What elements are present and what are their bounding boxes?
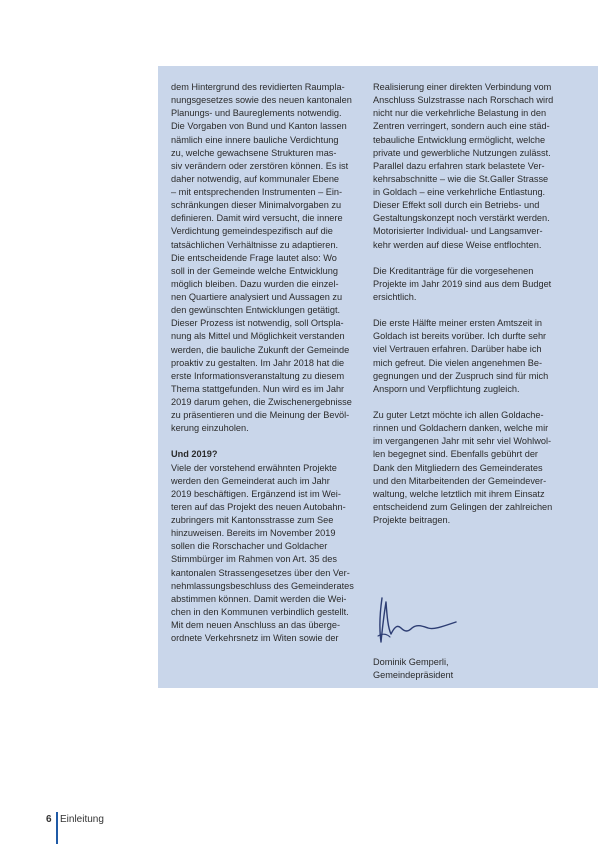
section-heading: Und 2019?: [171, 449, 218, 460]
section-label: Einleitung: [60, 814, 104, 825]
signatory-role: Gemeindepräsident: [373, 670, 454, 681]
signatory-name: Dominik Gemperli,: [373, 657, 449, 667]
paragraph: Zu guter Letzt möchte ich allen Goldache- rinnen und Goldachern danken, welche mir im vergangenen Jahr mit sehr viel Wohlwol- len begegnet sind. Ebenfalls gebührt der Dank den Mitgliedern des Gemeinderates und den Mitarbeitenden der Gemeindever- waltung, welche letztlich mit ihrem Einsatz entscheidend zum Gelingen der zahlreichen Projekte beitragen.: [373, 410, 553, 526]
paragraph: Realisierung einer direkten Verbindung vom Anschluss Sulzstrasse nach Rorschach wird nicht nur die verkehrliche Belastung in den Zentren verringert, sondern auch eine städ- tebauliche Entwicklung ermöglicht, welche private und gewerbliche Nutzungen zulässt. Parallel dazu erfahren stark belastete Ver- kehrsabschnitte – wie die St.Galler Strasse in Goldach – eine verkehrliche Entlastung. Dieser Effekt soll durch ein Betriebs- und Gestaltungskonzept noch verstärkt werden. Motorisierter Individual- und Langsamver- kehr werden auf diese Weise entflochten.: [373, 82, 554, 250]
paragraph: dem Hintergrund des revidierten Raumpla- nungsgesetzes sowie des neuen kantonalen Planungs- und Baureglements notwendig. Die Vorgaben von Bund und Kanton lassen nämlich eine innere bauliche Verdichtung zu, welche gewachsene Strukturen mas- siv verändern oder zerstören können. Es ist daher notwendig, auf kommunaler Ebene – mit entsprechenden Instrumenten – Ein- schränkungen dieser Minimalvorgaben zu definieren. Damit wird versucht, die innere Verdichtung gemeindespezifisch auf die tatsächlichen Verhältnisse zu adaptieren. Die entscheidende Frage lautet also: Wo soll in der Gemeinde welche Entwicklung möglich bleiben. Dazu wurden die einzel- nen Quartiere analysiert und Aussagen zu den gewünschten Entwicklungen getätigt. Dieser Prozess ist notwendig, soll Ortspla- nung als Mittel und Möglichkeit verstanden werden, die bauliche Zukunft der Gemeinde proaktiv zu gestalten. Im Jahr 2018 hat die erste Informationsveranstaltung zu diesem Thema stattgefunden. Nun wird es im Jahr 2019 darum gehen, die Zwischenergebnisse zu präsentieren und die Meinung der Bevöl- kerung einzuholen.: [171, 82, 352, 434]
handwritten-signature: [374, 592, 474, 652]
paragraph: Die Kreditanträge für die vorgesehenen Projekte im Jahr 2019 sind aus dem Budget ersichtlich.: [373, 265, 552, 302]
signatory: [373, 656, 453, 682]
footer-rule: [56, 812, 58, 844]
paragraph: Viele der vorstehend erwähnten Projekte werden den Gemeinderat auch im Jahr 2019 beschäftigen. Ergänzend ist im Wei- teren auf das Projekt des neuen Autobahn- zubringers mit Kantonsstrasse zum See hinzuweisen. Bereits im November 2019 sollen die Rorschacher und Goldacher Stimmbürger im Rahmen von Art. 35 des kantonalen Strassengesetzes über den Ver- nehmlassungsbeschluss des Gemeinderates abstimmen können. Damit werden die Wei- chen in den Kommunen verbindlich gestellt. Mit dem neuen Anschluss an das überge- ordnete Verkehrsnetz im Witen sowie der: [171, 462, 354, 644]
page-number: 6: [46, 814, 52, 825]
paragraph: Die erste Hälfte meiner ersten Amtszeit in Goldach ist bereits vorüber. Ich durfte sehr viel Vertrauen erfahren. Darüber habe ich mich gefreut. Die vielen angenehmen Be- gegnungen und der Zuspruch sind für mich Ansporn und Verpflichtung zugleich.: [373, 318, 549, 394]
left-text-column: [171, 81, 361, 645]
right-text-column: [373, 81, 568, 527]
